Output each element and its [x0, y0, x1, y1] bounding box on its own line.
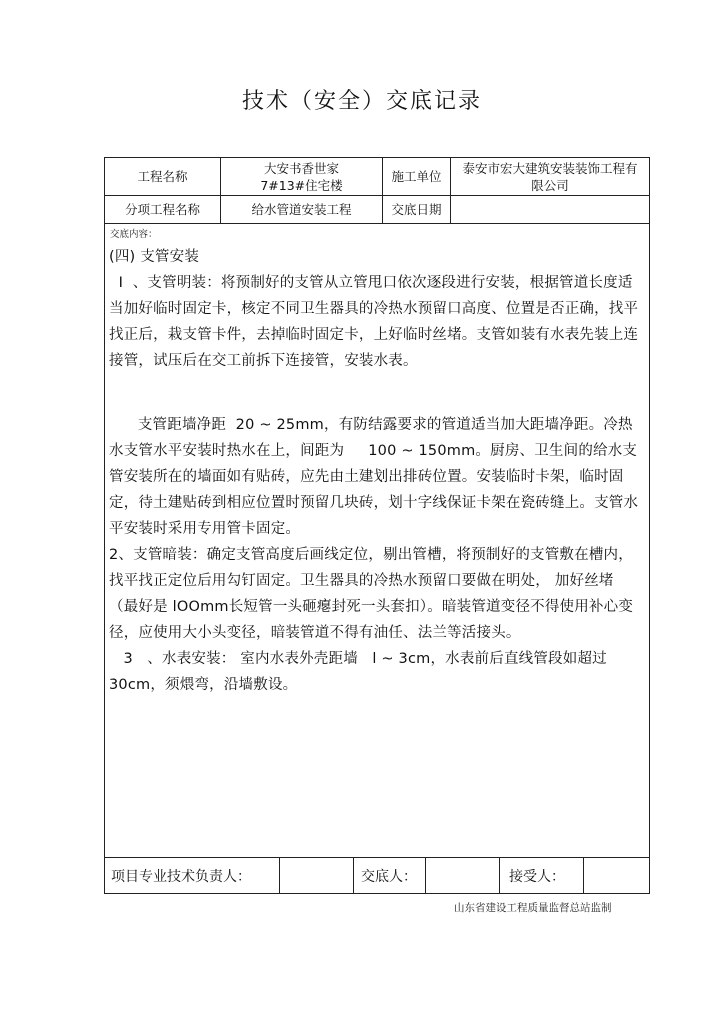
sub-project-label: 分项工程名称 — [105, 196, 221, 223]
tech-lead-label: 项目专业技术负责人： — [111, 868, 251, 885]
paragraph-3: 2、支管暗装：确定支管高度后画线定位，剔出管槽，将预制好的支管敷在槽内，找平找正定位后用勾钉固定。卫生器具的冷热水预留口要做在明处， 加好丝堵（最好是 lOOmm长短管一头砸瘪封死一头套扣）。暗装管道变径不得使用补心变径，应使用大小头变径，暗装管道不得有油任、法兰等活接头。 — [109, 547, 634, 641]
project-name-label: 工程名称 — [105, 158, 221, 195]
receiver-label: 接受人： — [509, 868, 565, 885]
document-title: 技术（安全）交底记录 — [241, 89, 482, 114]
construction-unit-value: 泰安市宏大建筑安装装饰工程有限公司 — [462, 160, 638, 193]
section-title: (四) 支管安装 — [109, 249, 200, 265]
header-row-1 — [105, 158, 649, 196]
sub-project-value: 给水管道安装工程 — [221, 196, 383, 223]
date-label: 交底日期 — [383, 196, 451, 223]
handover-person-label: 交底人： — [361, 868, 417, 885]
handover-content — [109, 244, 639, 698]
handover-form — [104, 157, 650, 894]
signature-row — [105, 857, 649, 893]
header-row-2 — [105, 196, 649, 224]
paragraph-1: Ⅰ 、支管明装：将预制好的支管从立管甩口依次逐段进行安装，根据管道长度适当加好临时固定卡，核定不同卫生器具的冷热水预留口高度、位置是否正确，找平找正后，栽支管卡件，去掉临时固定卡，上好临时丝堵。支管如装有水表先装上连接管，试压后在交工前拆下连接管，安装水表。 — [109, 275, 639, 369]
content-label: 交底内容： — [110, 229, 158, 240]
paragraph-2: 支管距墙净距 20 ~ 25mm，有防结露要求的管道适当加大距墙净距。冷热水支管水平安装时热水在上，间距为 100 ~ 150mm。厨房、卫生间的给水支管安装所在的墙面如有贴砖，应先由土建划出排砖位置。安装临时卡架，临时固定，待土建贴砖到相应位置时预留几块砖，划十字线保证卡架在瓷砖缝上。支管水平安装时采用专用管卡固定。 — [109, 417, 639, 537]
construction-unit-label: 施工单位 — [383, 158, 451, 195]
issuer-footer: 山东省建设工程质量监督总站监制 — [454, 902, 612, 914]
paragraph-4: 3 、水表安装： 室内水表外壳距墙 l ~ 3cm，水表前后直线管段如超过 30cm，须煨弯，沿墙敷设。 — [109, 651, 617, 693]
project-name-value: 大安书香世家 7#13#住宅楼 — [221, 158, 383, 195]
date-value — [451, 196, 649, 223]
